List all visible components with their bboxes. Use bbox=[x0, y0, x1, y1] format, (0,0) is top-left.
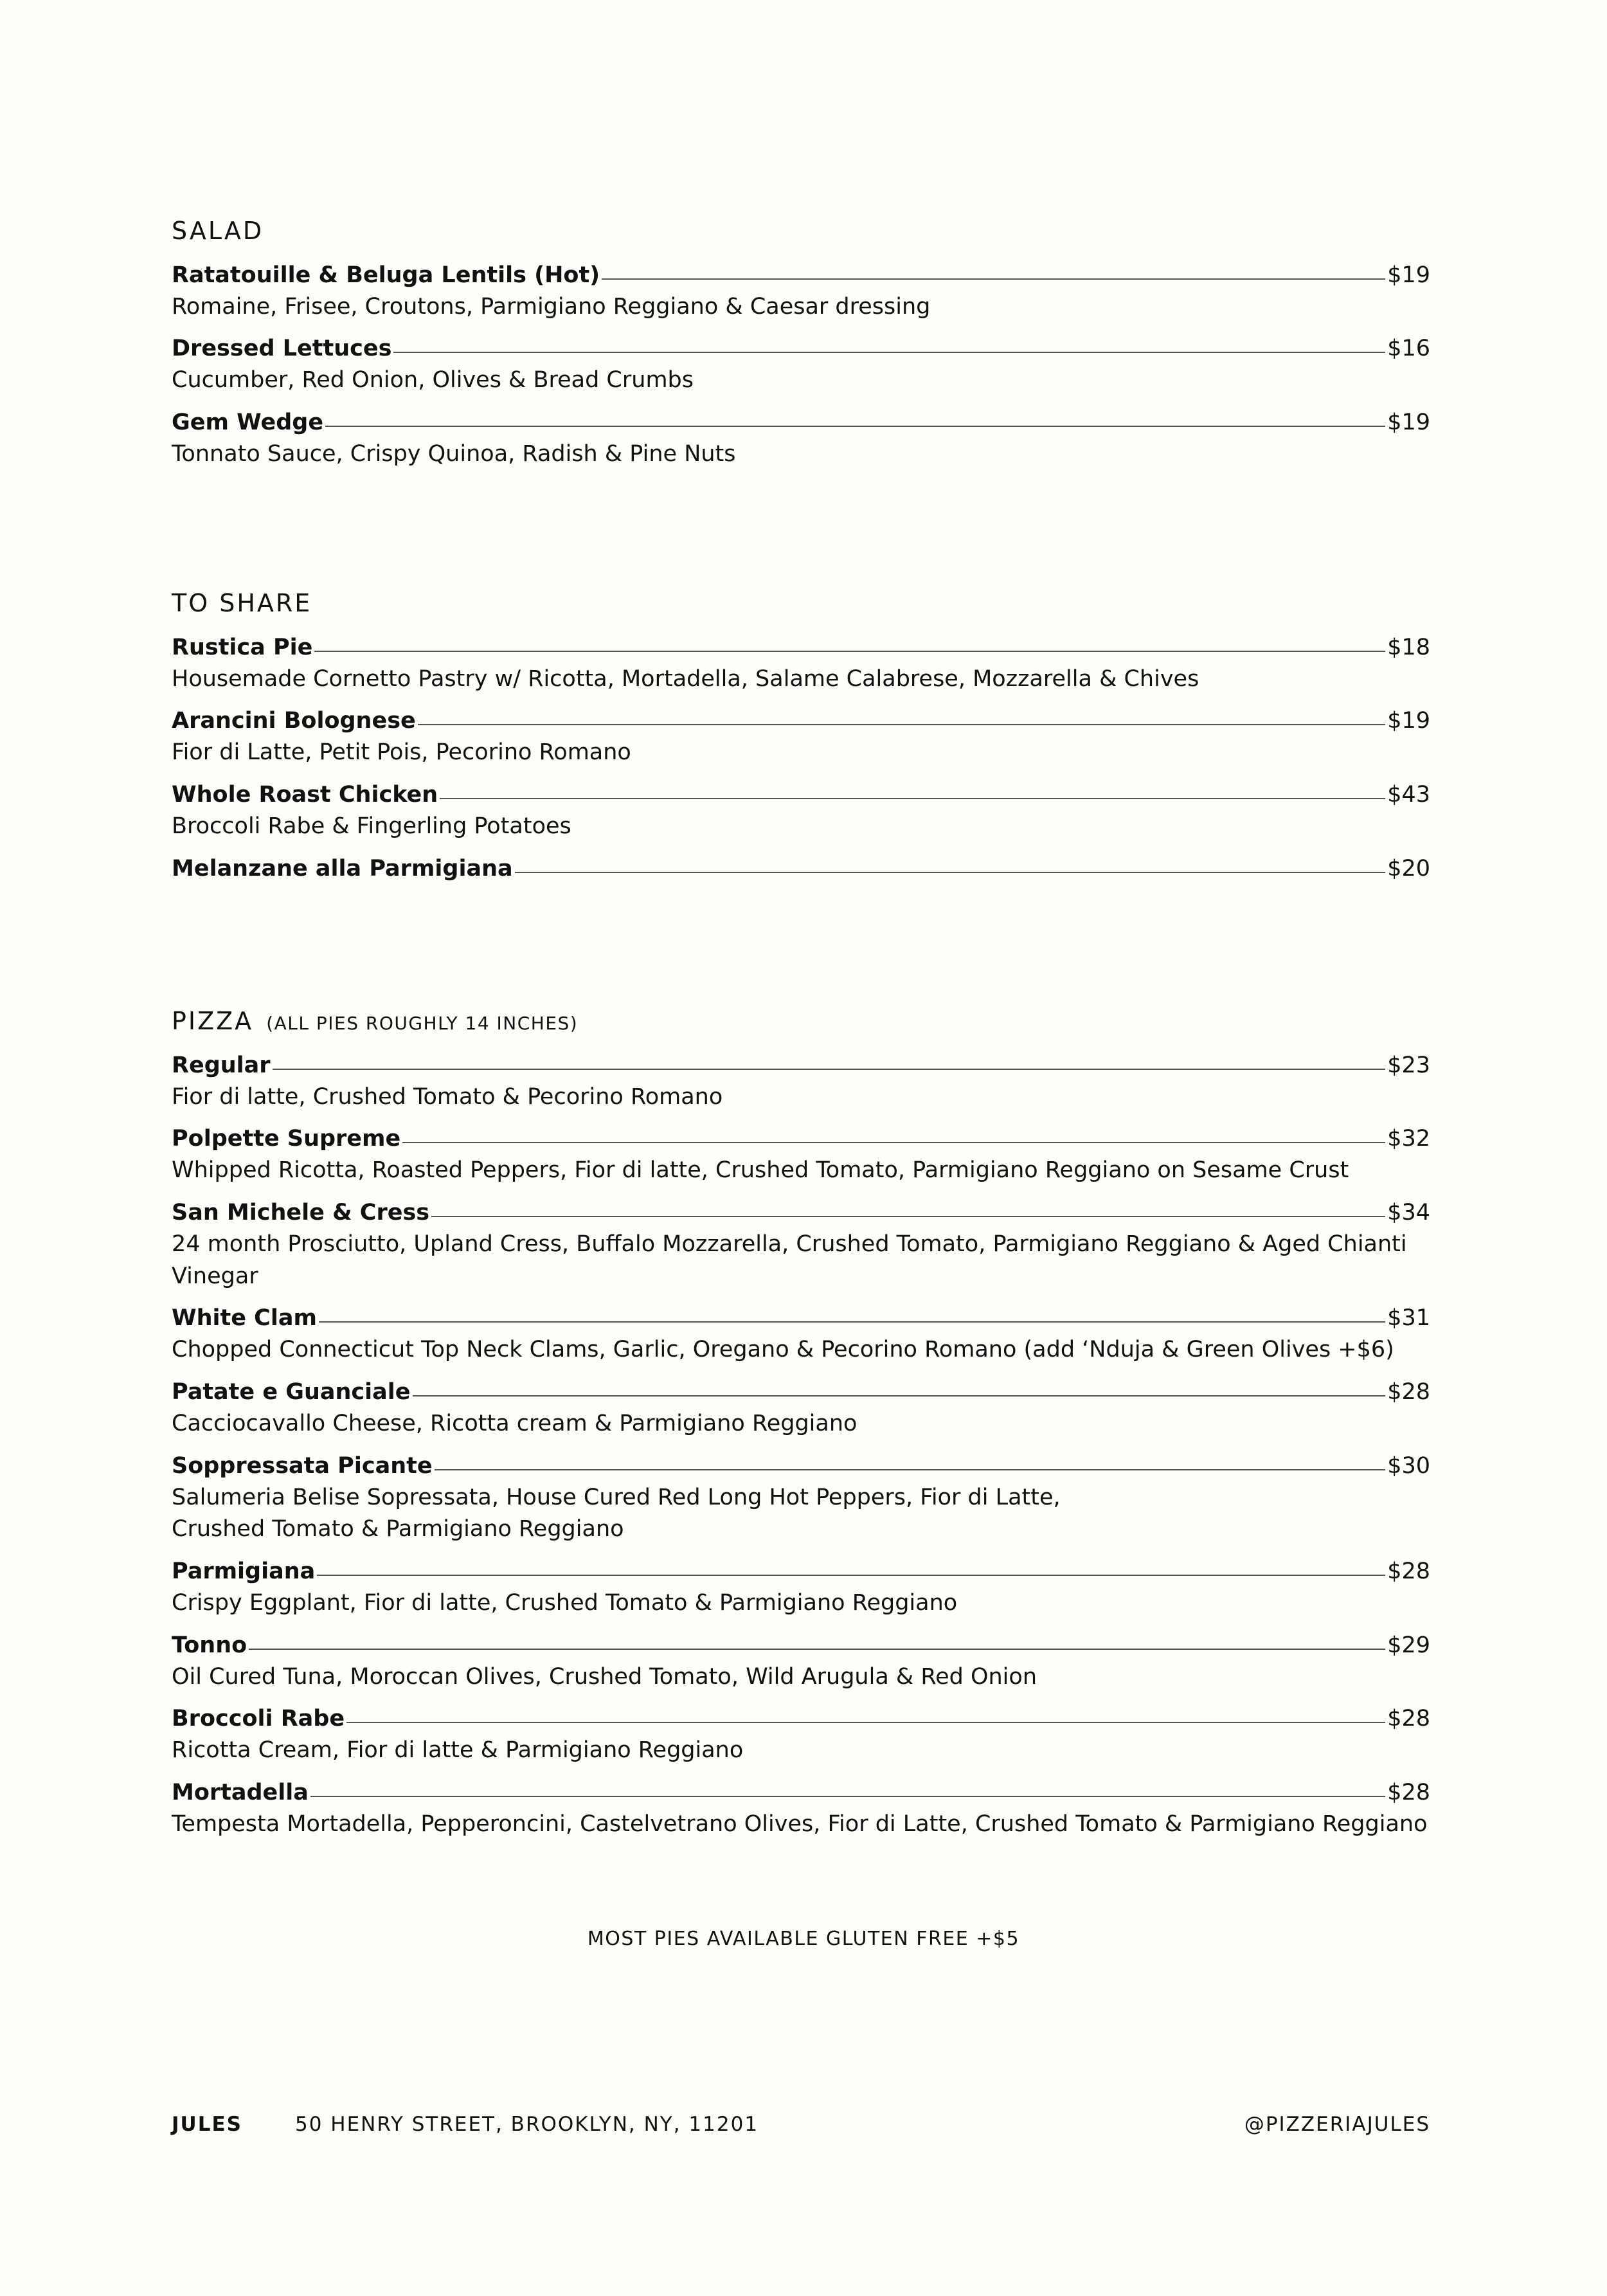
menu-item bbox=[172, 1303, 1430, 1366]
leader-line bbox=[413, 1395, 1386, 1397]
menu-item bbox=[172, 1556, 1430, 1620]
item-price: $32 bbox=[1387, 1126, 1430, 1152]
item-price: $19 bbox=[1387, 409, 1430, 435]
item-price: $19 bbox=[1387, 262, 1430, 288]
leader-line bbox=[393, 352, 1385, 353]
item-name: San Michele & Cress bbox=[172, 1199, 430, 1225]
item-price: $28 bbox=[1387, 1706, 1430, 1732]
item-description: Whipped Ricotta, Roasted Peppers, Fior di latte, Crushed Tomato, Parmigiano Reggiano on Sesame Crust bbox=[172, 1157, 1349, 1184]
item-description: Fior di latte, Crushed Tomato & Pecorino Romano bbox=[172, 1083, 723, 1110]
menu-item bbox=[172, 705, 1430, 769]
leader-line bbox=[325, 426, 1385, 427]
item-description: Romaine, Frisee, Croutons, Parmigiano Reggiano & Caesar dressing bbox=[172, 293, 931, 320]
section-title-text: TO SHARE bbox=[172, 589, 312, 617]
menu-item-row bbox=[172, 1050, 1430, 1081]
item-description: Ricotta Cream, Fior di latte & Parmigiano Reggiano bbox=[172, 1737, 744, 1764]
menu-item bbox=[172, 333, 1430, 397]
footer bbox=[172, 2113, 1430, 2136]
item-description: Fior di Latte, Petit Pois, Pecorino Romano bbox=[172, 739, 631, 766]
section-salad bbox=[172, 216, 1430, 481]
menu-item bbox=[172, 1777, 1430, 1841]
item-price: $28 bbox=[1387, 1780, 1430, 1806]
menu-item bbox=[172, 1703, 1430, 1767]
menu-item-row bbox=[172, 1556, 1430, 1587]
item-name: Whole Roast Chicken bbox=[172, 781, 438, 808]
item-name: Ratatouille & Beluga Lentils (Hot) bbox=[172, 262, 600, 288]
item-price: $31 bbox=[1387, 1305, 1430, 1332]
menu-item-row bbox=[172, 1451, 1430, 1482]
footer-handle: @PIZZERIAJULES bbox=[1244, 2113, 1430, 2136]
item-name: Gem Wedge bbox=[172, 409, 324, 435]
item-price: $28 bbox=[1387, 1379, 1430, 1405]
item-name: Dressed Lettuces bbox=[172, 336, 392, 362]
menu-item bbox=[172, 1451, 1430, 1546]
item-name: Rustica Pie bbox=[172, 634, 313, 660]
menu-item-row bbox=[172, 1303, 1430, 1334]
item-description: Chopped Connecticut Top Neck Clams, Garlic, Oregano & Pecorino Romano (add ‘Nduja & Green Olives +$6) bbox=[172, 1337, 1394, 1363]
item-name: Regular bbox=[172, 1052, 271, 1078]
leader-line bbox=[346, 1722, 1385, 1723]
leader-line bbox=[435, 1469, 1386, 1470]
menu-item bbox=[172, 1630, 1430, 1694]
leader-line bbox=[418, 724, 1385, 725]
item-price: $18 bbox=[1387, 634, 1430, 660]
leader-line bbox=[317, 1575, 1385, 1576]
section-title bbox=[172, 588, 1430, 619]
item-description: Cucumber, Red Onion, Olives & Bread Crumbs bbox=[172, 367, 694, 393]
leader-line bbox=[273, 1069, 1386, 1070]
menu-item-row bbox=[172, 1197, 1430, 1229]
item-description: Cacciocavallo Cheese, Ricotta cream & Parmigiano Reggiano bbox=[172, 1410, 857, 1436]
item-description: Oil Cured Tuna, Moroccan Olives, Crushed Tomato, Wild Arugula & Red Onion bbox=[172, 1663, 1037, 1690]
item-name: Melanzane alla Parmigiana bbox=[172, 855, 513, 881]
menu-item-row bbox=[172, 1777, 1430, 1809]
item-price: $16 bbox=[1387, 336, 1430, 362]
menu-item-row bbox=[172, 260, 1430, 291]
item-price: $19 bbox=[1387, 708, 1430, 734]
gluten-free-note: MOST PIES AVAILABLE GLUTEN FREE +$5 bbox=[587, 1928, 1020, 1950]
leader-line bbox=[402, 1142, 1385, 1143]
menu-item bbox=[172, 779, 1430, 843]
item-description: Crispy Eggplant, Fior di latte, Crushed Tomato & Parmigiano Reggiano bbox=[172, 1590, 958, 1616]
menu-item-row bbox=[172, 407, 1430, 438]
menu-item-row bbox=[172, 1377, 1430, 1408]
menu-item-row bbox=[172, 853, 1430, 885]
item-description: 24 month Prosciutto, Upland Cress, Buffalo Mozzarella, Crushed Tomato, Parmigiano Reggiano & Aged Chianti Vinegar bbox=[172, 1231, 1407, 1289]
item-name: Mortadella bbox=[172, 1780, 309, 1806]
leader-line bbox=[249, 1649, 1385, 1650]
item-price: $20 bbox=[1387, 855, 1430, 881]
item-price: $43 bbox=[1387, 781, 1430, 808]
item-description: Salumeria Belise Sopressata, House Cured Red Long Hot Peppers, Fior di Latte, Crushed Tomato & Parmigiano Reggiano bbox=[172, 1484, 1061, 1542]
item-price: $23 bbox=[1387, 1052, 1430, 1078]
item-name: Parmigiana bbox=[172, 1559, 316, 1584]
leader-line bbox=[602, 278, 1385, 280]
menu-item-row bbox=[172, 705, 1430, 737]
item-price: $28 bbox=[1387, 1559, 1430, 1584]
menu-item bbox=[172, 1377, 1430, 1440]
menu-item bbox=[172, 632, 1430, 696]
menu-item bbox=[172, 1123, 1430, 1187]
leader-line bbox=[310, 1796, 1385, 1797]
leader-line bbox=[319, 1321, 1385, 1323]
menu-item-row bbox=[172, 333, 1430, 365]
item-price: $34 bbox=[1387, 1199, 1430, 1225]
footer-brand: JULES bbox=[172, 2113, 242, 2136]
section-title-text: SALAD bbox=[172, 217, 264, 245]
section-title bbox=[172, 1006, 1430, 1037]
leader-line bbox=[515, 872, 1386, 873]
leader-line bbox=[314, 651, 1385, 652]
item-description: Tonnato Sauce, Crispy Quinoa, Radish & Pine Nuts bbox=[172, 440, 736, 467]
leader-line bbox=[431, 1216, 1385, 1217]
section-title bbox=[172, 216, 1430, 247]
item-name: Arancini Bolognese bbox=[172, 708, 416, 734]
footer-address: 50 HENRY STREET, BROOKLYN, NY, 11201 bbox=[294, 2113, 759, 2136]
menu-item-row bbox=[172, 779, 1430, 811]
menu-item-row bbox=[172, 1703, 1430, 1735]
section-to-share bbox=[172, 588, 1430, 895]
leader-line bbox=[440, 798, 1385, 799]
item-name: White Clam bbox=[172, 1305, 317, 1332]
item-description: Housemade Cornetto Pastry w/ Ricotta, Mortadella, Salame Calabrese, Mozzarella & Chives bbox=[172, 665, 1199, 692]
section-note: (ALL PIES ROUGHLY 14 INCHES) bbox=[266, 1013, 579, 1034]
menu-item-row bbox=[172, 632, 1430, 664]
menu-item bbox=[172, 1050, 1430, 1114]
item-name: Broccoli Rabe bbox=[172, 1706, 345, 1732]
menu-item-row bbox=[172, 1123, 1430, 1155]
menu-item bbox=[172, 1197, 1430, 1292]
item-name: Tonno bbox=[172, 1632, 247, 1658]
item-price: $30 bbox=[1387, 1452, 1430, 1479]
item-name: Soppressata Picante bbox=[172, 1452, 433, 1479]
menu-item-row bbox=[172, 1630, 1430, 1661]
menu-item bbox=[172, 260, 1430, 323]
item-name: Polpette Supreme bbox=[172, 1126, 401, 1152]
item-price: $29 bbox=[1387, 1632, 1430, 1658]
section-title-text: PIZZA bbox=[172, 1007, 254, 1035]
item-description: Broccoli Rabe & Fingerling Potatoes bbox=[172, 813, 571, 839]
menu-item bbox=[172, 853, 1430, 885]
item-name: Patate e Guanciale bbox=[172, 1379, 411, 1405]
item-description: Tempesta Mortadella, Pepperoncini, Castelvetrano Olives, Fior di Latte, Crushed Tomato & Parmigiano Reggiano bbox=[172, 1811, 1428, 1838]
section-pizza bbox=[172, 1006, 1430, 1851]
menu-item bbox=[172, 407, 1430, 471]
